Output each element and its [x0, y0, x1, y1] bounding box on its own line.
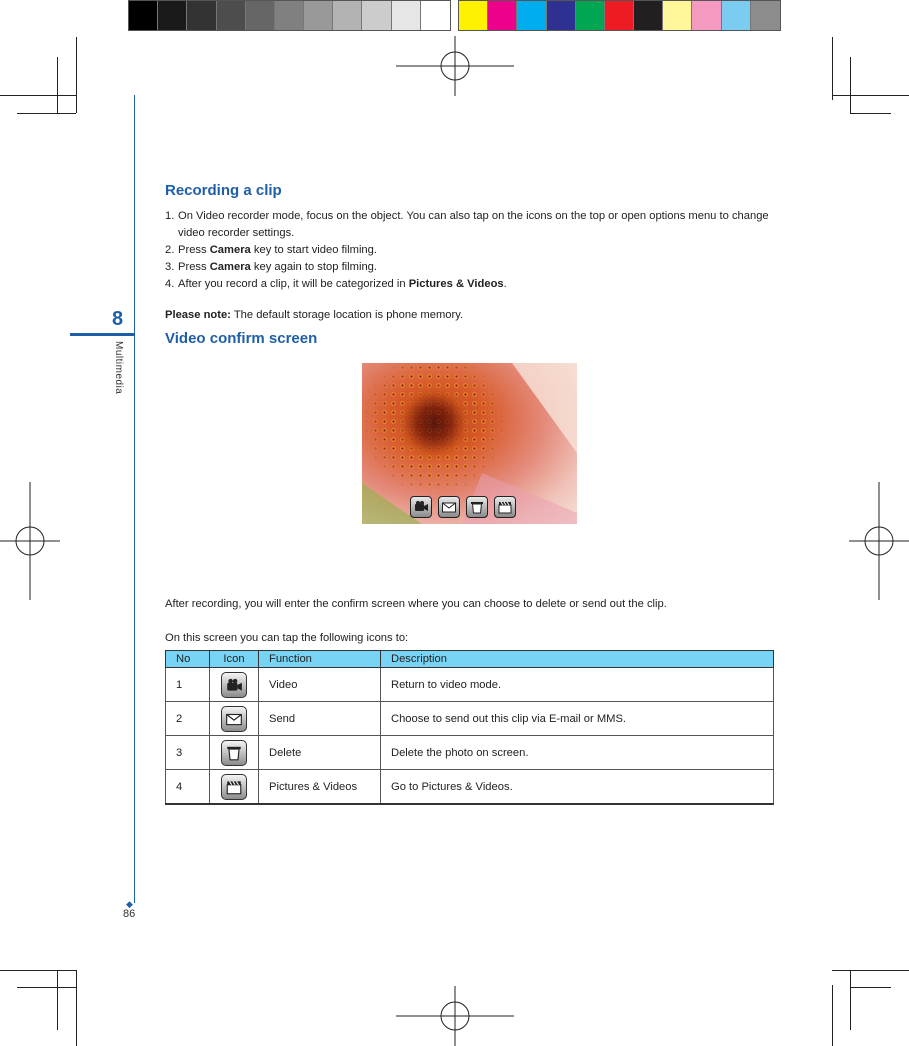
- clapperboard-icon[interactable]: [494, 496, 516, 518]
- section-title-recording: Recording a clip: [165, 182, 282, 199]
- row-icon: [210, 736, 259, 770]
- table-row: [166, 736, 774, 770]
- gray-swatch: [187, 1, 216, 30]
- step-4: 4. After you record a clip, it will be categorized in Pictures & Videos.: [165, 278, 507, 290]
- color-swatch: [517, 1, 546, 30]
- color-swatch: [576, 1, 605, 30]
- step-3: 3. Press Camera key again to stop filming.: [165, 261, 378, 273]
- row-icon: [210, 770, 259, 805]
- gray-swatch: [333, 1, 362, 30]
- table-header-row: [166, 651, 774, 668]
- table-row: [166, 668, 774, 702]
- clapperboard-icon: [221, 774, 247, 800]
- video-camera-icon: [221, 672, 247, 698]
- gray-swatch: [362, 1, 391, 30]
- color-swatch: [488, 1, 517, 30]
- color-swatch: [547, 1, 576, 30]
- header-function: Function: [259, 651, 381, 668]
- row-icon: [210, 702, 259, 736]
- gray-swatch: [158, 1, 187, 30]
- section-title-confirm: Video confirm screen: [165, 330, 318, 347]
- photo-icon-bar: [410, 496, 516, 518]
- row-description: Choose to send out this clip via E-mail or MMS.: [381, 702, 774, 736]
- storage-note: Please note: The default storage location is phone memory.: [165, 309, 464, 321]
- registration-mark-top: [396, 36, 514, 96]
- gray-swatch: [392, 1, 421, 30]
- color-swatch: [605, 1, 634, 30]
- color-swatch: [751, 1, 780, 30]
- note-label: Please note:: [165, 309, 231, 321]
- row-icon: [210, 668, 259, 702]
- registration-mark-bottom: [396, 986, 514, 1046]
- row-no: 1: [166, 668, 210, 702]
- row-description: Go to Pictures & Videos.: [381, 770, 774, 805]
- row-description: Delete the photo on screen.: [381, 736, 774, 770]
- page-number: 86: [123, 908, 136, 920]
- color-swatch: [663, 1, 692, 30]
- row-function: Send: [259, 702, 381, 736]
- color-calibration-bar: [458, 0, 781, 31]
- page-marker-icon: ◆: [126, 899, 133, 909]
- icon-function-table: [165, 650, 774, 805]
- envelope-icon[interactable]: [438, 496, 460, 518]
- icons-intro-paragraph: On this screen you can tap the following icons to:: [165, 632, 409, 644]
- color-swatch: [634, 1, 663, 30]
- gray-swatch: [304, 1, 333, 30]
- envelope-icon: [221, 706, 247, 732]
- confirm-paragraph: After recording, you will enter the confirm screen where you can choose to delete or send out the clip.: [165, 598, 667, 610]
- color-swatch: [459, 1, 488, 30]
- gray-swatch: [129, 1, 158, 30]
- recording-steps: [165, 208, 774, 293]
- chapter-bar: [70, 333, 135, 336]
- registration-mark-right: [849, 482, 909, 600]
- header-no: No: [166, 651, 210, 668]
- step-1: 1. On Video recorder mode, focus on the object. You can also tap on the icons on the top or open options menu to change video recorder settings.: [165, 210, 769, 239]
- gray-calibration-bar: [128, 0, 451, 31]
- chapter-title: Multimedia: [113, 341, 124, 395]
- row-no: 3: [166, 736, 210, 770]
- row-no: 4: [166, 770, 210, 805]
- row-function: Delete: [259, 736, 381, 770]
- registration-mark-left: [0, 482, 60, 600]
- gray-swatch: [421, 1, 450, 30]
- row-description: Return to video mode.: [381, 668, 774, 702]
- header-description: Description: [381, 651, 774, 668]
- table-row: [166, 770, 774, 805]
- video-camera-icon[interactable]: [410, 496, 432, 518]
- gray-swatch: [246, 1, 275, 30]
- gray-swatch: [275, 1, 304, 30]
- row-function: Video: [259, 668, 381, 702]
- side-rail: [134, 95, 135, 903]
- trash-icon: [221, 740, 247, 766]
- header-icon: Icon: [210, 651, 259, 668]
- color-swatch: [692, 1, 721, 30]
- trash-icon[interactable]: [466, 496, 488, 518]
- gray-swatch: [217, 1, 246, 30]
- row-no: 2: [166, 702, 210, 736]
- chapter-number: 8: [112, 308, 124, 330]
- confirm-screen-photo: [362, 363, 577, 524]
- step-2: 2. Press Camera key to start video filming.: [165, 244, 377, 256]
- table-row: [166, 702, 774, 736]
- row-function: Pictures & Videos: [259, 770, 381, 805]
- color-swatch: [722, 1, 751, 30]
